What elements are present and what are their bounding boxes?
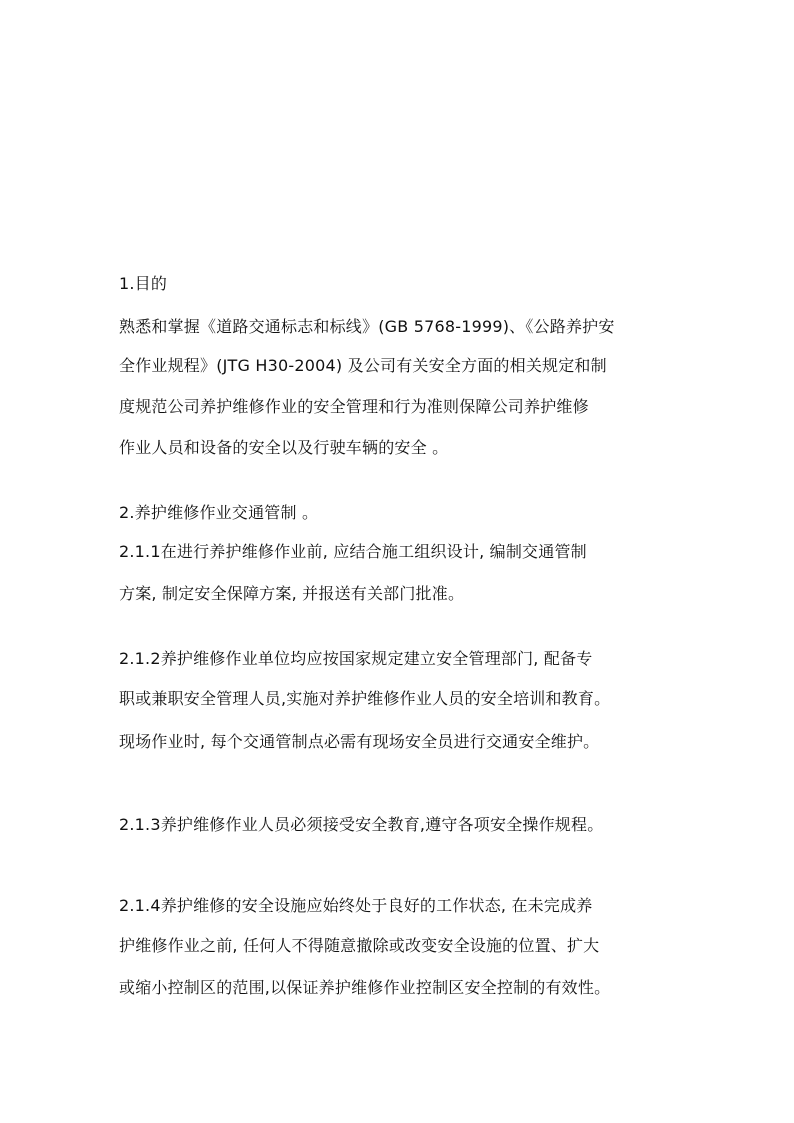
item-2-1-4-line-2: 护维修作业之前, 任何人不得随意撤除或改变安全设施的位置、扩大 [119, 936, 600, 955]
item-2-1-1-line-2: 方案, 制定安全保障方案, 并报送有关部门批准。 [119, 584, 465, 603]
item-2-1-1-line-1: 2.1.1在进行养护维修作业前, 应结合施工组织设计, 编制交通管制 [119, 542, 587, 561]
item-2-1-3-line-1: 2.1.3养护维修作业人员必须接受安全教育,遵守各项安全操作规程。 [119, 815, 604, 834]
section-1-paragraph-line-1: 熟悉和掌握《道路交通标志和标线》(GB 5768-1999)、《公路养护安 [119, 317, 615, 336]
item-2-1-4-line-1: 2.1.4养护维修的安全设施应始终处于良好的工作状态, 在未完成养 [119, 896, 593, 915]
section-1-paragraph-line-4: 作业人员和设备的安全以及行驶车辆的安全 。 [119, 438, 449, 457]
section-1-paragraph-line-2: 全作业规程》(JTG H30-2004) 及公司有关安全方面的相关规定和制 [119, 356, 607, 375]
section-1-paragraph-line-3: 度规范公司养护维修作业的安全管理和行为准则保障公司养护维修 [119, 397, 589, 416]
item-2-1-2-line-1: 2.1.2养护维修作业单位均应按国家规定建立安全管理部门, 配备专 [119, 649, 593, 668]
item-2-1-4-line-3: 或缩小控制区的范围,以保证养护维修作业控制区安全控制的有效性。 [119, 978, 611, 997]
section-1-heading: 1.目的 [119, 274, 168, 293]
section-2-heading: 2.养护维修作业交通管制 。 [119, 503, 319, 522]
item-2-1-2-line-3: 现场作业时, 每个交通管制点必需有现场安全员进行交通安全维护。 [119, 732, 600, 751]
item-2-1-2-line-2: 职或兼职安全管理人员,实施对养护维修作业人员的安全培训和教育。 [119, 689, 611, 708]
